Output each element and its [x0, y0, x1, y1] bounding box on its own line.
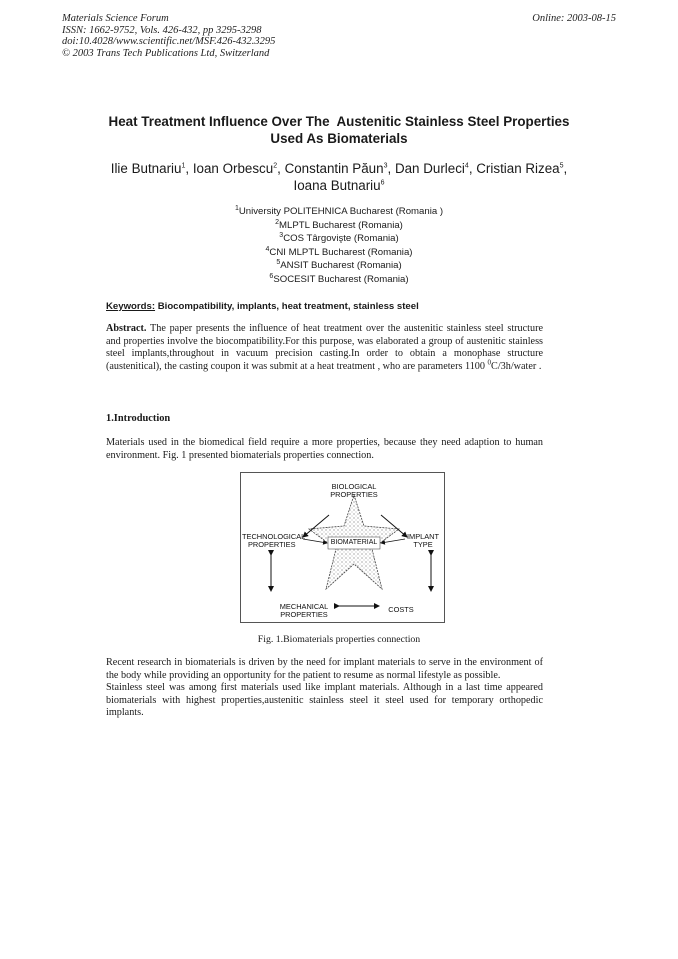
- label-technological-line2: PROPERTIES: [248, 540, 296, 550]
- journal-header: [62, 13, 275, 59]
- recent-paragraph: Recent research in biomaterials is driven by the need for implant materials to serve in the environment of the body while providing an opportunity for the patient to resume as normal lifestyle as possible.: [106, 657, 543, 681]
- label-biological-line2: PROPERTIES: [330, 490, 378, 500]
- affiliation-text: COS Târgovişte (Romania): [283, 233, 399, 244]
- doi-line: doi:10.4028/www.scientific.net/MSF.426-432.3295: [62, 36, 276, 47]
- affiliation-sup: 2: [275, 218, 279, 226]
- label-implant: [404, 533, 442, 549]
- author-sup: 4: [464, 162, 469, 170]
- author-sup: 3: [383, 162, 388, 170]
- author-name: Ioana Butnariu: [293, 178, 381, 193]
- affiliation-sup: 3: [279, 231, 284, 239]
- affiliation-text: CNI MLPTL Bucharest (Romania): [269, 246, 413, 258]
- affiliation: [139, 259, 539, 273]
- author-sup: 1: [181, 162, 186, 170]
- affiliation-list: [139, 205, 539, 286]
- label-mechanical: [269, 603, 339, 619]
- label-technological-line1: TECHNOLOGICAL: [242, 532, 306, 541]
- figure-caption: Fig. 1.Biomaterials properties connection: [257, 634, 421, 645]
- title-line-1: Heat Treatment Influence Over The Austenitic Stainless Steel Properties: [108, 114, 570, 129]
- author-list: [80, 160, 598, 194]
- abstract: [106, 323, 543, 373]
- label-mechanical-line2: PROPERTIES: [280, 610, 328, 620]
- affiliation-text: SOCESIT Bucharest (Romania): [273, 273, 409, 285]
- affiliation-text: University POLITEHNICA Bucharest (Romania ): [238, 206, 444, 217]
- label-costs: COSTS: [388, 605, 414, 614]
- journal-name: Materials Science Forum: [62, 13, 169, 24]
- author-name: Cristian Rizea: [476, 161, 560, 176]
- author-name: Ioan Orbescu: [192, 161, 274, 176]
- steel-paragraph: Stainless steel was among first materials used like implant materials. Although in a last time appeared biomaterials with highest properties,austenitic stainless steel it steel used for temporary orthopedic implants.: [106, 682, 543, 719]
- author-name: Constantin Păun: [284, 161, 384, 176]
- label-implant-line1: IMPLANT: [406, 532, 440, 541]
- abstract-label: Abstract.: [106, 323, 147, 334]
- affiliation-sup: 5: [276, 258, 281, 266]
- degree-sup: 0: [487, 358, 492, 367]
- author-sep: ,: [563, 161, 568, 176]
- affiliation-text: ANSIT Bucharest (Romania): [280, 260, 402, 271]
- author-sup: 5: [559, 162, 564, 170]
- keywords: [106, 301, 419, 312]
- affiliation: [139, 273, 539, 287]
- author-sep: ,: [185, 161, 193, 176]
- label-biological: [319, 483, 389, 499]
- keywords-text: Biocompatibility, implants, heat treatment, stainless steel: [157, 301, 419, 312]
- online-date: Online: 2003-08-15: [532, 13, 616, 24]
- affiliation-sup: 1: [234, 204, 239, 212]
- label-biomaterial: BIOMATERIAL: [330, 539, 378, 546]
- author-sep: ,: [387, 161, 395, 176]
- label-mechanical-line1: MECHANICAL: [279, 602, 329, 611]
- affiliation-text: MLPTL Bucharest (Romania): [279, 219, 403, 231]
- abstract-text: The paper presents the influence of heat treatment over the austenitic stainless steel structure and properties involve the biocompatibility.For this purpose, was elaborated a group of austenitic stainless steel implants,throughout in vacuum precision casting.In order to obtain a monophase structure (austenitical), the casting coupon it was submit at a heat treatment , who are parameters 1100: [106, 323, 543, 372]
- keywords-label: Keywords:: [106, 301, 156, 312]
- section-heading: 1.Introduction: [106, 413, 171, 424]
- paper-title: [80, 113, 598, 147]
- author-sep: ,: [468, 161, 477, 176]
- issn-line: ISSN: 1662-9752, Vols. 426-432, pp 3295-3298: [62, 24, 262, 36]
- label-technological: [242, 533, 304, 549]
- author-sep: ,: [277, 161, 285, 176]
- copyright-line: © 2003 Trans Tech Publications Ltd, Switzerland: [62, 47, 270, 59]
- affiliation: [139, 219, 539, 233]
- author-sup: 2: [273, 162, 278, 170]
- intro-paragraph: Materials used in the biomedical field require a more properties, because they need adaption to human environment. Fig. 1 presented biomaterials properties connection.: [106, 437, 543, 461]
- title-line-2: Used As Biomaterials: [270, 131, 408, 146]
- affiliation: [139, 205, 539, 219]
- affiliation: [139, 232, 539, 246]
- label-biological-line1: BIOLOGICAL: [331, 482, 377, 491]
- affiliation: [139, 246, 539, 260]
- abstract-unit: C/3h/water .: [491, 360, 542, 372]
- figure-1: [240, 472, 445, 623]
- author-sup: 6: [380, 179, 385, 187]
- label-implant-line2: TYPE: [413, 540, 433, 550]
- affiliation-sup: 6: [269, 272, 274, 280]
- author-name: Ilie Butnariu: [110, 161, 182, 176]
- affiliation-sup: 4: [265, 245, 270, 253]
- author-name: Dan Durleci: [394, 161, 465, 176]
- body-paragraphs: [106, 657, 543, 720]
